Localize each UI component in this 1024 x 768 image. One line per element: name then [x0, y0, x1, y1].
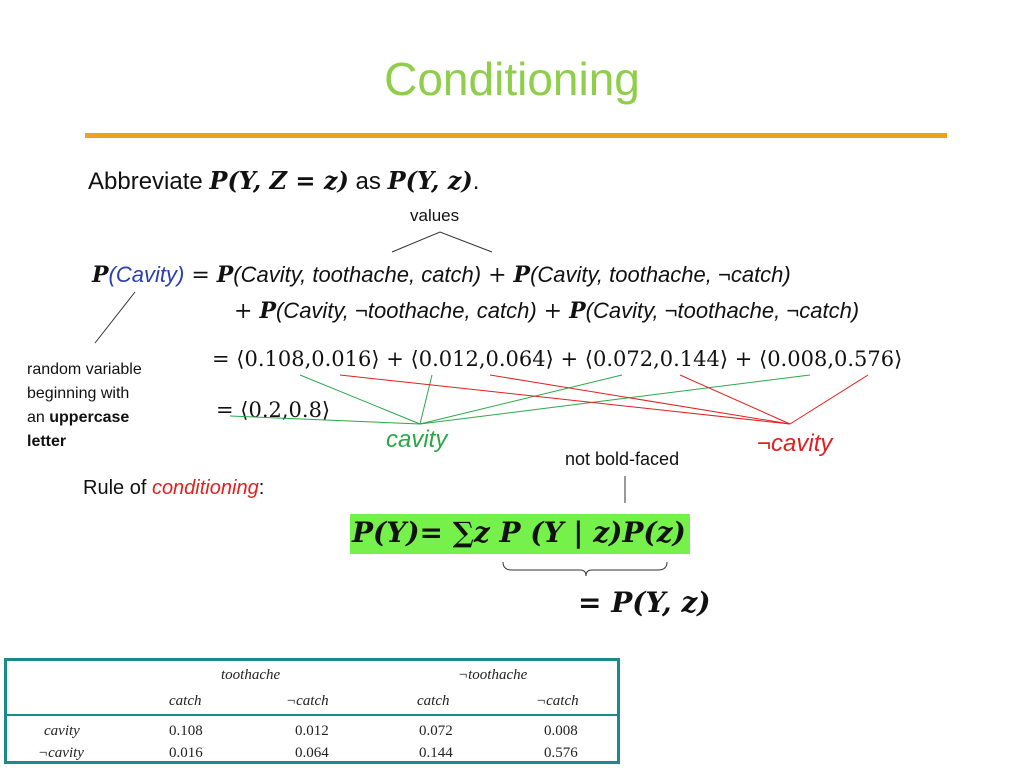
abbrev-prefix: Abbreviate [88, 168, 210, 195]
group-header-toothache: toothache [221, 667, 281, 683]
plus-sign: + [481, 263, 514, 288]
note-line-1: random variable [27, 361, 142, 378]
sub-header: ¬catch [536, 693, 579, 709]
joint-distribution-table [4, 658, 620, 764]
values-label: values [410, 206, 460, 225]
rule-word: conditioning [151, 477, 259, 499]
row-label: cavity [44, 723, 80, 739]
abbrev-expr2: P(Y, z) [387, 166, 473, 195]
table-cell: 0.008 [544, 723, 578, 739]
note-line-3-pre: an [27, 409, 50, 426]
equation-line-3: = ⟨0.108,0.016⟩ + ⟨0.012,0.064⟩ + ⟨0.072,0.144⟩ + ⟨0.008,0.576⟩ [212, 347, 903, 371]
note-line-2: beginning with [27, 385, 130, 402]
table-cell: 0.108 [169, 723, 203, 739]
term4-p: P [569, 298, 586, 324]
term1-arg: (Cavity, toothache, catch) [233, 262, 482, 287]
plus-sign-3: + [536, 299, 570, 324]
rule-pre: Rule of [83, 477, 152, 499]
term1-p: P [216, 262, 234, 288]
note-line-4-bold: letter [27, 433, 67, 450]
term3-arg: (Cavity, ¬toothache, catch) [275, 298, 537, 323]
group-header-not-toothache: ¬toothache [458, 667, 528, 683]
eq-sign: = [184, 263, 217, 288]
conditioning-formula: P(Y)= ∑z P (Y | z)P(z) [352, 516, 686, 549]
formula-result: = P(Y, z) [578, 586, 711, 619]
table-cell: 0.072 [419, 723, 453, 739]
abbrev-end: . [472, 168, 480, 195]
table-cell: 0.012 [295, 723, 329, 739]
lhs-p: P [92, 262, 109, 288]
table-cell: 0.064 [295, 745, 329, 761]
row-label: ¬cavity [38, 745, 84, 761]
not-bold-label: not bold-faced [565, 449, 680, 469]
cavity-label: cavity [386, 426, 448, 453]
table-cell: 0.576 [544, 745, 578, 761]
term4-arg: (Cavity, ¬toothache, ¬catch) [585, 298, 860, 323]
sub-header: catch [169, 693, 202, 709]
note-line-3-bold: uppercase [49, 409, 130, 426]
slide-title: Conditioning [384, 53, 640, 105]
sub-header: ¬catch [286, 693, 329, 709]
abbrev-mid: as [348, 168, 388, 195]
lhs-arg: (Cavity) [108, 262, 185, 287]
sub-header: catch [417, 693, 450, 709]
table-cell: 0.016 [169, 745, 203, 761]
table-divider [7, 714, 617, 716]
not-cavity-label: ¬cavity [757, 430, 833, 457]
table-cell: 0.144 [419, 745, 453, 761]
rule-post: : [258, 477, 265, 499]
term2-p: P [513, 262, 531, 288]
term2-arg: (Cavity, toothache, ¬catch) [530, 262, 791, 287]
abbrev-expr1: P(Y, Z = z) [209, 166, 349, 195]
plus-sign-2: + [234, 299, 260, 324]
equation-line-4: = ⟨0.2,0.8⟩ [216, 398, 331, 422]
term3-p: P [259, 298, 276, 324]
